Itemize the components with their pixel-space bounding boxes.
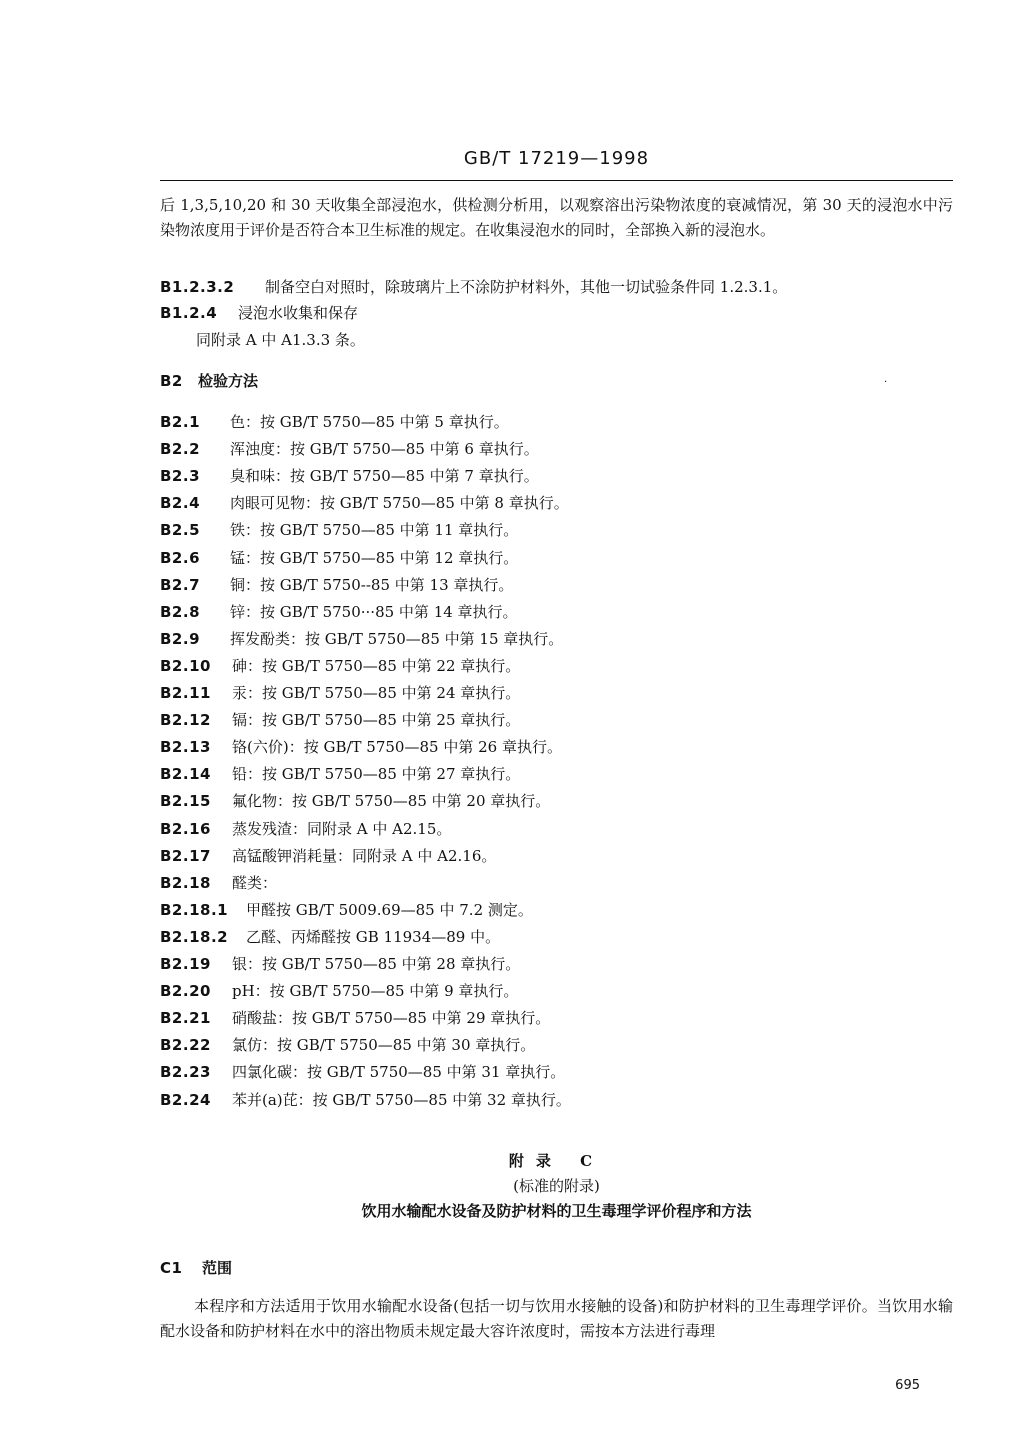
clause-text: 汞：按 GB/T 5750—85 中第 24 章执行。	[232, 684, 521, 702]
b2-item	[160, 790, 550, 812]
clause-text: 锌：按 GB/T 5750···85 中第 14 章执行。	[230, 602, 518, 621]
section-title: 检验方法	[198, 372, 259, 390]
clause-number: B2.24	[160, 1090, 211, 1109]
clause-number: B2.22	[160, 1036, 211, 1055]
b2-item	[160, 1007, 550, 1029]
b2-item	[160, 899, 533, 921]
b2-item	[160, 492, 569, 514]
appendix-c-heading: 饮用水输配水设备及防护材料的卫生毒理学评价程序和方法	[361, 1202, 752, 1220]
b2-item	[160, 601, 518, 623]
clause-text: 铬(六价)：按 GB/T 5750—85 中第 26 章执行。	[232, 738, 562, 757]
appendix-c-title: 附录 C	[508, 1152, 605, 1170]
clause-text: 苯并(a)芘：按 GB/T 5750—85 中第 32 章执行。	[232, 1090, 571, 1109]
b2-item	[160, 1089, 571, 1111]
b2-item	[160, 655, 520, 677]
intro-paragraph: 后 1,3,5,10,20 和 30 天收集全部浸泡水，供检测分析用，以观察溶出污染物浓度的衰减情况，第 30 天的浸泡水中污染物浓度用于评价是否符合本卫生标准的规定。在收集浸泡水的同时，全部换入新的浸泡水。	[160, 196, 953, 239]
clause-number: B2.3	[160, 467, 201, 486]
clause-number: B2.2	[160, 440, 201, 459]
b2-item	[160, 438, 539, 460]
stray-dot: ·	[884, 377, 888, 388]
b2-item	[160, 818, 451, 840]
clause-number: B1.2.4	[160, 304, 218, 322]
clause-b1232	[160, 276, 787, 298]
b2-item	[160, 845, 496, 867]
page-number: 695	[895, 1378, 920, 1393]
section-number: C1	[160, 1259, 183, 1277]
b2-item	[160, 980, 518, 1002]
clause-number: B2.14	[160, 765, 211, 784]
b2-item	[160, 574, 513, 596]
clause-text: 铅：按 GB/T 5750—85 中第 27 章执行。	[232, 765, 521, 784]
clause-number: B2.7	[160, 575, 201, 594]
clause-text: 铁：按 GB/T 5750—85 中第 11 章执行。	[230, 521, 519, 540]
clause-number: B2.18.1	[160, 900, 229, 919]
clause-number: B2.21	[160, 1009, 211, 1028]
b2-item	[160, 465, 539, 487]
clause-text: 锰：按 GB/T 5750—85 中第 12 章执行。	[230, 548, 519, 567]
clause-number: B2.6	[160, 548, 201, 567]
clause-text: 镉：按 GB/T 5750—85 中第 25 章执行。	[232, 711, 521, 730]
clause-number: B2.23	[160, 1063, 211, 1082]
clause-number: B2.16	[160, 819, 211, 838]
b2-item	[160, 1061, 565, 1083]
clause-number: B2.17	[160, 846, 211, 865]
clause-text: 银：按 GB/T 5750—85 中第 28 章执行。	[232, 955, 521, 973]
clause-b124	[160, 302, 358, 324]
clause-number: B2.11	[160, 684, 211, 702]
clause-text: 氯仿：按 GB/T 5750—85 中第 30 章执行。	[232, 1036, 536, 1055]
b2-item	[160, 926, 500, 948]
b2-item	[160, 763, 520, 785]
clause-text: 蒸发残渣：同附录 A 中 A2.15。	[232, 819, 452, 838]
clause-number: B2.9	[160, 629, 201, 648]
clause-number: B2.12	[160, 711, 211, 730]
clause-text: 浑浊度：按 GB/T 5750—85 中第 6 章执行。	[230, 440, 539, 459]
appendix-c-subtitle: (标准的附录)	[513, 1177, 600, 1195]
b2-item	[160, 1034, 535, 1056]
clause-text: 浸泡水收集和保存	[238, 304, 359, 322]
clause-text: 氟化物：按 GB/T 5750—85 中第 20 章执行。	[232, 792, 551, 811]
clause-text: 制备空白对照时，除玻璃片上不涂防护材料外，其他一切试验条件同 1.2.3.1。	[265, 278, 788, 296]
clause-text: 四氯化碳：按 GB/T 5750—85 中第 31 章执行。	[232, 1063, 566, 1082]
clause-number: B2.4	[160, 494, 201, 513]
section-title: 范围	[202, 1259, 233, 1277]
clause-text: 臭和味：按 GB/T 5750—85 中第 7 章执行。	[230, 467, 539, 486]
b2-item	[160, 872, 277, 894]
b2-item	[160, 682, 520, 704]
clause-text: 铜：按 GB/T 5750--85 中第 13 章执行。	[230, 575, 514, 594]
clause-text: 肉眼可见物：按 GB/T 5750—85 中第 8 章执行。	[230, 494, 569, 513]
b2-item	[160, 411, 509, 433]
clause-number: B2.15	[160, 792, 211, 811]
clause-b124-detail: 同附录 A 中 A1.3.3 条。	[196, 331, 365, 349]
clause-number: B2.20	[160, 982, 211, 1001]
b2-item	[160, 709, 520, 731]
b2-item	[160, 736, 562, 758]
clause-text: pH：按 GB/T 5750—85 中第 9 章执行。	[232, 982, 519, 1001]
clause-text: 砷：按 GB/T 5750—85 中第 22 章执行。	[232, 656, 521, 675]
clause-text: 乙醛、丙烯醛按 GB 11934—89 中。	[246, 927, 501, 946]
section-c1-heading	[160, 1257, 232, 1279]
clause-number: B2.8	[160, 602, 201, 621]
clause-number: B2.18	[160, 873, 211, 892]
clause-number: B2.18.2	[160, 927, 229, 946]
clause-number: B2.13	[160, 738, 211, 757]
clause-number: B2.5	[160, 521, 201, 540]
clause-number: B2.10	[160, 656, 211, 675]
clause-text: 挥发酚类：按 GB/T 5750—85 中第 15 章执行。	[230, 629, 564, 648]
clause-number: B2.1	[160, 413, 201, 431]
c1-paragraph: 本程序和方法适用于饮用水输配水设备(包括一切与饮用水接触的设备)和防护材料的卫生毒理学评价。当饮用水输配水设备和防护材料在水中的溶出物质未规定最大容许浓度时，需按本方法进行毒理	[160, 1297, 953, 1340]
clause-number: B1.2.3.2	[160, 278, 235, 296]
b2-item	[160, 519, 518, 541]
page-header: GB/T 17219—1998	[463, 148, 650, 169]
section-number: B2	[160, 372, 183, 390]
clause-text: 色：按 GB/T 5750—85 中第 5 章执行。	[230, 413, 509, 431]
b2-item	[160, 953, 520, 975]
b2-item	[160, 547, 518, 569]
clause-number: B2.19	[160, 955, 211, 973]
header-rule	[160, 180, 953, 181]
section-b2-heading	[160, 370, 258, 392]
clause-text: 硝酸盐：按 GB/T 5750—85 中第 29 章执行。	[232, 1009, 551, 1028]
clause-text: 醛类：	[232, 873, 278, 892]
clause-text: 甲醛按 GB/T 5009.69—85 中 7.2 测定。	[246, 900, 533, 919]
clause-text: 高锰酸钾消耗量：同附录 A 中 A2.16。	[232, 846, 497, 865]
b2-item	[160, 628, 563, 650]
